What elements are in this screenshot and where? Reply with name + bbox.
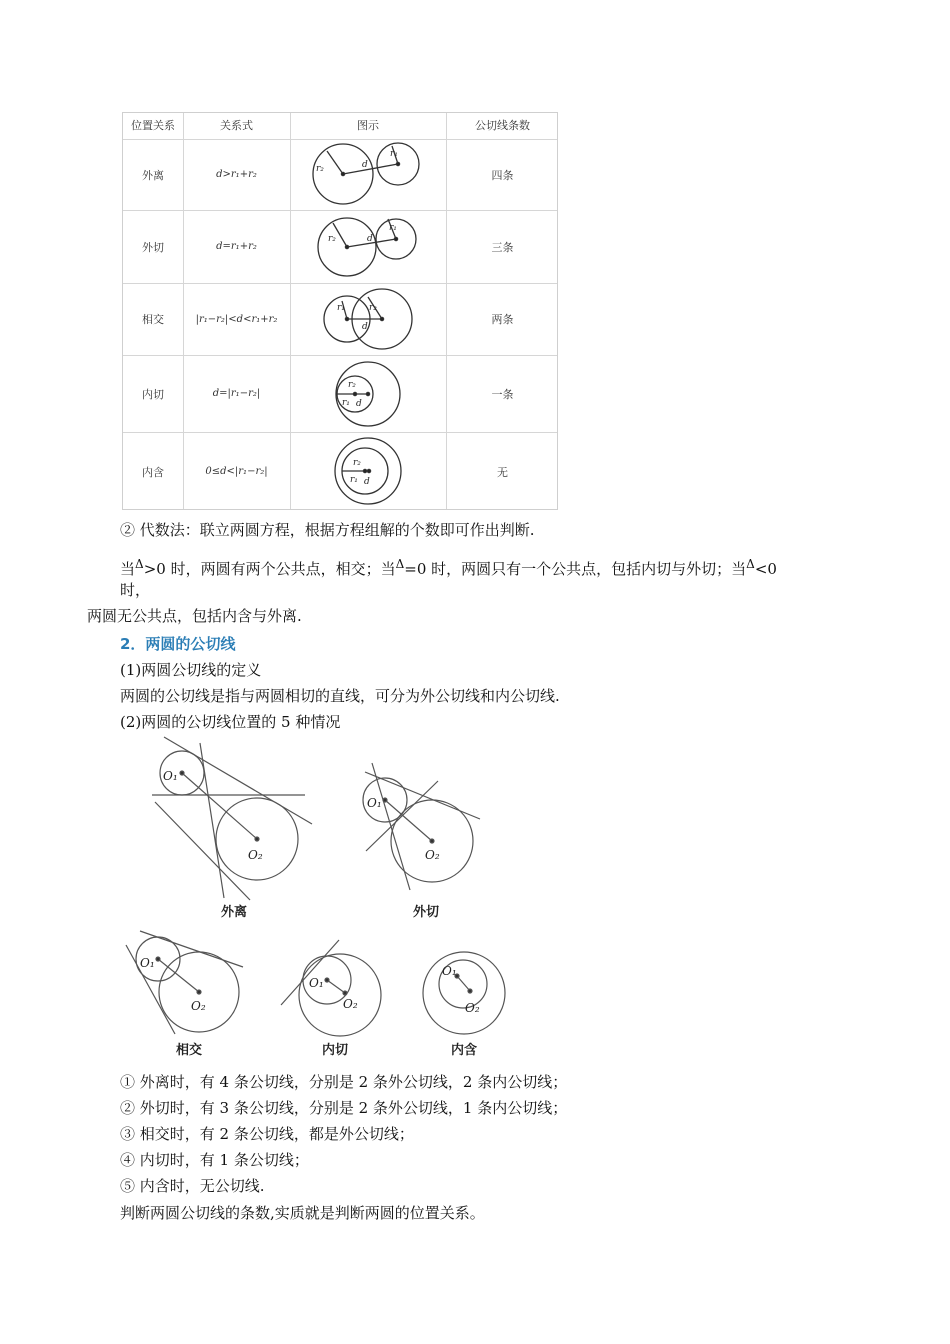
- row-relation: 内切: [142, 387, 164, 401]
- delta-symbol: Δ: [135, 557, 144, 571]
- figure-caption: 相交: [176, 1043, 203, 1058]
- figure-internal-tangent: [281, 940, 381, 1058]
- table-figures: [290, 113, 446, 511]
- row-formula: |r₁−r₂|<d<r₁+r₂: [195, 313, 278, 325]
- row-count: 无: [497, 465, 508, 479]
- svg-text:O₁: O₁: [309, 976, 324, 990]
- list-item: ④ 内切时，有 1 条公切线；: [120, 1151, 309, 1169]
- row-relation: 内含: [142, 465, 164, 479]
- list-item: ① 外离时，有 4 条公切线，分别是 2 条外公切线，2 条内公切线；: [120, 1073, 568, 1091]
- figure-contain: [423, 952, 505, 1058]
- svg-text:O₁: O₁: [367, 796, 382, 810]
- discriminant-condition-cont: 时，: [120, 581, 151, 599]
- fig-separate: [313, 143, 419, 204]
- section-2-title: 2．两圆的公切线: [120, 635, 236, 653]
- relation-table: [122, 112, 558, 510]
- list-item: ⑤ 内含时，无公切线.: [120, 1177, 265, 1195]
- fig-intersect: [324, 289, 412, 349]
- svg-text:r₂: r₂: [328, 234, 336, 244]
- row-formula: d=|r₁−r₂|: [212, 388, 261, 399]
- row-relation: 外切: [142, 240, 164, 254]
- svg-text:d: d: [356, 399, 362, 409]
- row-count: 一条: [491, 387, 514, 401]
- row-formula: d=r₁+r₂: [216, 241, 257, 252]
- header-figure: 图示: [357, 119, 379, 132]
- row-count: 三条: [491, 240, 514, 254]
- summary-text: 判断两圆公切线的条数,实质就是判断两圆的位置关系。: [120, 1204, 485, 1222]
- subheading-five-cases: (2)两圆的公切线位置的 5 种情况: [120, 713, 341, 731]
- subheading-definition: (1)两圆公切线的定义: [120, 661, 262, 679]
- svg-text:O₁: O₁: [140, 956, 155, 970]
- list-item: ③ 相交时，有 2 条公切线，都是外公切线；: [120, 1125, 414, 1143]
- header-relation: 位置关系: [131, 119, 175, 132]
- row-relation: 外离: [142, 168, 164, 182]
- row-count: 两条: [491, 313, 514, 326]
- svg-text:O₁: O₁: [163, 769, 178, 783]
- row-relation: 相交: [142, 313, 164, 326]
- row-formula: d>r₁+r₂: [216, 169, 257, 180]
- svg-text:r₂: r₂: [353, 458, 361, 468]
- svg-text:d: d: [364, 477, 370, 487]
- figure-intersect: [126, 931, 243, 1058]
- svg-text:r₁: r₁: [350, 475, 358, 485]
- figure-separate: [152, 737, 312, 920]
- svg-text:d: d: [362, 322, 368, 332]
- fig-internal-tangent: [336, 362, 400, 426]
- figure-caption: 内含: [451, 1043, 478, 1058]
- delta-symbol: Δ: [746, 557, 755, 571]
- svg-text:O₂: O₂: [248, 848, 263, 862]
- delta-symbol: Δ: [395, 557, 405, 571]
- figure-caption: 外切: [413, 905, 440, 920]
- algebra-method: ② 代数法：联立两圆方程，根据方程组解的个数即可作出判断.: [120, 521, 535, 539]
- svg-text:r₁: r₁: [389, 223, 397, 233]
- svg-text:O₁: O₁: [442, 964, 457, 978]
- svg-text:r₂: r₂: [316, 164, 324, 174]
- figure-external-tangent: [363, 763, 480, 920]
- svg-text:O₂: O₂: [465, 1001, 480, 1015]
- fig-external-tangent: [318, 218, 416, 276]
- discriminant-condition: 当$^\Delta$>0 时，两圆有两个公共点，相交；当$^\Delta$=0 时，两圆只有一个公共点，包括内切与外切；当$^\Delta$<0: [120, 557, 777, 578]
- figure-caption: 外离: [221, 905, 248, 920]
- svg-text:d: d: [362, 160, 368, 170]
- svg-text:r₁: r₁: [342, 398, 350, 408]
- svg-text:O₂: O₂: [425, 848, 440, 862]
- header-formula: 关系式: [220, 119, 253, 132]
- svg-text:d: d: [367, 234, 373, 244]
- tangent-figures: [0, 735, 950, 1065]
- row-count: 四条: [491, 168, 514, 182]
- header-tangent-count: 公切线条数: [475, 119, 530, 132]
- svg-text:O₂: O₂: [191, 999, 206, 1013]
- row-formula: 0≤d<|r₁−r₂|: [205, 466, 268, 477]
- svg-text:r₂: r₂: [369, 303, 377, 313]
- figure-caption: 内切: [322, 1043, 349, 1058]
- discriminant-condition-end: 两圆无公共点，包括内含与外离.: [87, 607, 302, 625]
- svg-text:r₁: r₁: [337, 303, 345, 313]
- svg-text:r₁: r₁: [390, 149, 398, 159]
- list-item: ② 外切时，有 3 条公切线，分别是 2 条外公切线，1 条内公切线；: [120, 1099, 568, 1117]
- svg-text:O₂: O₂: [343, 997, 358, 1011]
- fig-contain: [335, 438, 401, 504]
- definition-text: 两圆的公切线是指与两圆相切的直线，可分为外公切线和内公切线.: [120, 687, 560, 705]
- svg-text:r₂: r₂: [348, 380, 356, 390]
